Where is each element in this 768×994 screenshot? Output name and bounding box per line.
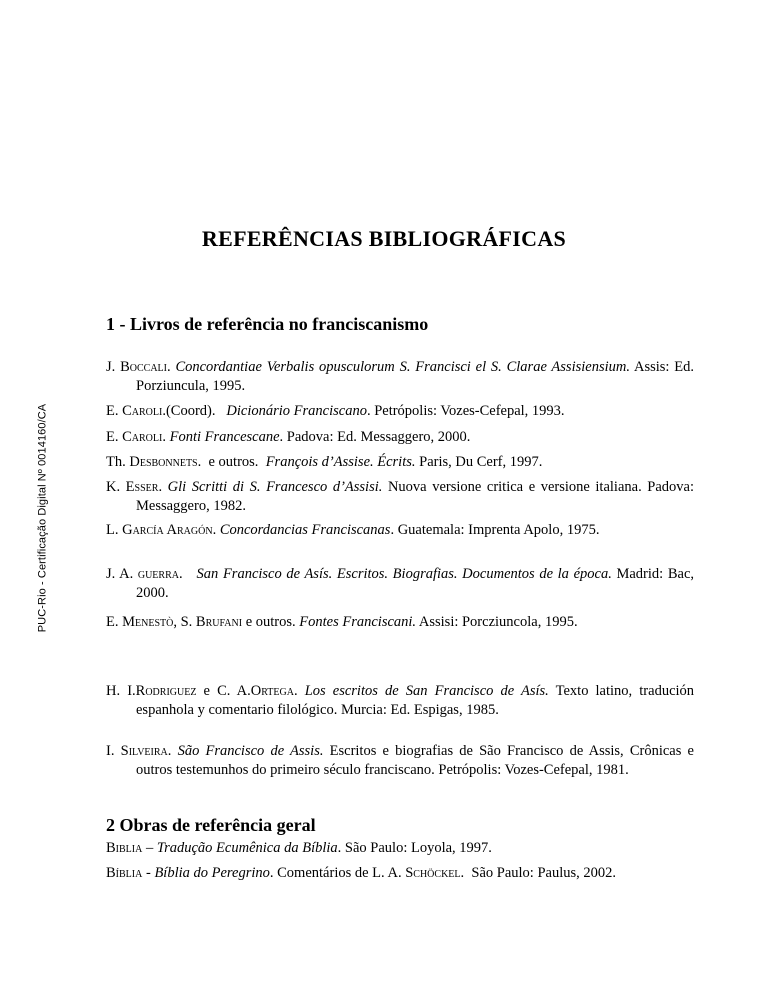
reference-entry: H. I.Rodriguez e C. A.Ortega. Los escritos de San Francisco de Asís. Texto latino, tradución espanhola y comentario filológico. Murcia: Ed. Espigas, 1985.: [106, 683, 695, 718]
section-2-heading: 2 Obras de referência geral: [106, 815, 316, 835]
reference-entry: E. Caroli.(Coord). Dicionário Franciscano. Petrópolis: Vozes-Cefepal, 1993.: [106, 403, 565, 419]
section-1-heading: 1 - Livros de referência no franciscanismo: [106, 314, 429, 334]
reference-entry: Bíblia - Bíblia do Peregrino. Comentários de L. A. Schöckel. São Paulo: Paulus, 2002.: [106, 865, 616, 881]
reference-entry: J. Boccali. Concordantiae Verbalis opusculorum S. Francisci el S. Clarae Assisiensium. Assis: Ed. Porziuncula, 1995.: [106, 359, 694, 394]
reference-entry: L. García Aragón. Concordancias Franciscanas. Guatemala: Imprenta Apolo, 1975.: [106, 522, 600, 538]
reference-entry: E. Menestò, S. Brufani e outros. Fontes Franciscani. Assisi: Porcziuncola, 1995.: [106, 614, 578, 630]
reference-entry: E. Caroli. Fonti Francescane. Padova: Ed. Messaggero, 2000.: [106, 429, 471, 445]
reference-entry: I. Silveira. São Francisco de Assis. Escritos e biografias de São Francisco de Assis, Crônicas e outros testemunhos do primeiro século franciscano. Petrópolis: Vozes-Cefepal, 1981.: [106, 743, 694, 778]
reference-entry: K. Esser. Gli Scritti di S. Francesco d’Assisi. Nuova versione critica e versione italiana. Padova: Messaggero, 1982.: [106, 479, 694, 514]
page-title: REFERÊNCIAS BIBLIOGRÁFICAS: [201, 226, 567, 251]
certification-text: PUC-Rio - Certificação Digital Nº 0014160/CA: [36, 403, 49, 633]
reference-entry: J. A. guerra. San Francisco de Asís. Escritos. Biografias. Documentos de la época. Madrid: Bac, 2000.: [106, 566, 694, 601]
reference-entry: Biblia – Tradução Ecumênica da Bíblia. São Paulo: Loyola, 1997.: [106, 840, 492, 856]
reference-entry: Th. Desbonnets. e outros. François d’Assise. Écrits. Paris, Du Cerf, 1997.: [106, 454, 543, 470]
certification-sidebar: [36, 398, 48, 638]
